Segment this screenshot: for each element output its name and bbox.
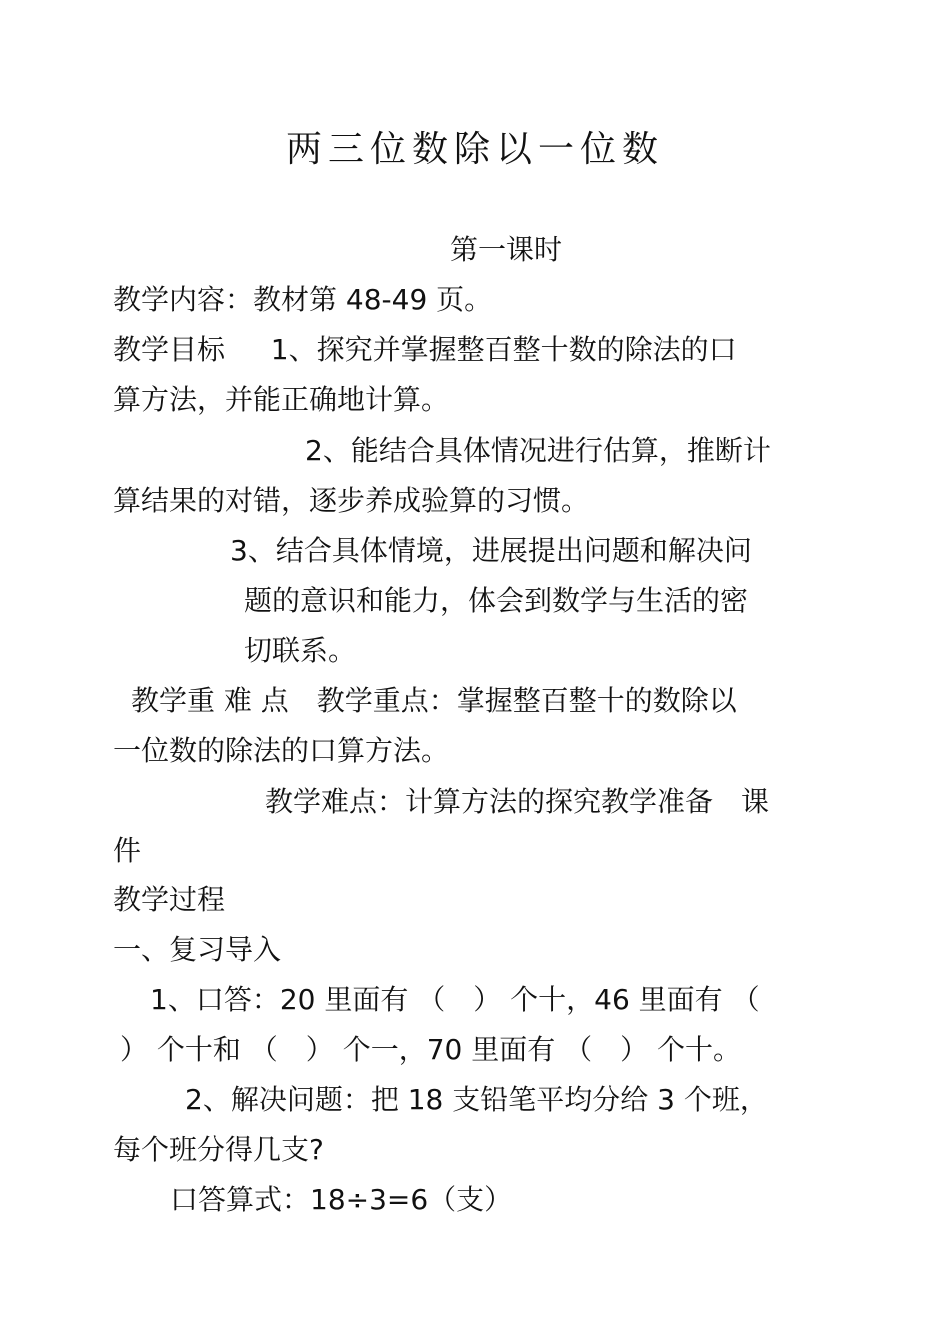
line-oral-formula: 口答算式：18÷3=6（支） xyxy=(170,1183,513,1216)
line-prep-cont: 件 xyxy=(113,834,142,867)
line-objective-2: 2、能结合具体情况进行估算，推断计 xyxy=(305,434,771,467)
line-objective-3-end: 切联系。 xyxy=(244,634,357,667)
line-oral-question: 1、口答：20 里面有 （ ） 个十，46 里面有 （ xyxy=(150,983,760,1016)
line-objective-3: 3、结合具体情境，进展提出问题和解决问 xyxy=(230,534,752,567)
line-objective-1-cont: 算方法，并能正确地计算。 xyxy=(113,383,450,416)
line-problem: 2、解决问题：把 18 支铅笔平均分给 3 个班， xyxy=(185,1083,768,1116)
line-process-heading: 教学过程 xyxy=(113,883,226,916)
line-key-difficult: 教学重 难 点 教学重点：掌握整百整十的数除以 xyxy=(131,684,737,717)
line-key-cont: 一位数的除法的口算方法。 xyxy=(113,734,450,767)
line-problem-cont: 每个班分得几支? xyxy=(113,1133,324,1166)
line-objective-3-cont: 题的意识和能力，体会到数学与生活的密 xyxy=(244,584,749,617)
line-objective-heading: 教学目标 1、探究并掌握整百整十数的除法的口 xyxy=(113,333,737,366)
line-difficulty-prep: 教学难点：计算方法的探究教学准备 课 xyxy=(265,785,770,818)
document-subtitle: 第一课时 xyxy=(450,233,563,266)
line-oral-question-cont: ） 个十和 （ ） 个一，70 里面有 （ ） 个十。 xyxy=(120,1033,742,1066)
line-section-review: 一、复习导入 xyxy=(113,933,282,966)
line-objective-2-cont: 算结果的对错，逐步养成验算的习惯。 xyxy=(113,484,590,517)
document-title: 两三位数除以一位数 xyxy=(285,129,664,170)
line-teaching-content: 教学内容：教材第 48-49 页。 xyxy=(113,283,493,316)
